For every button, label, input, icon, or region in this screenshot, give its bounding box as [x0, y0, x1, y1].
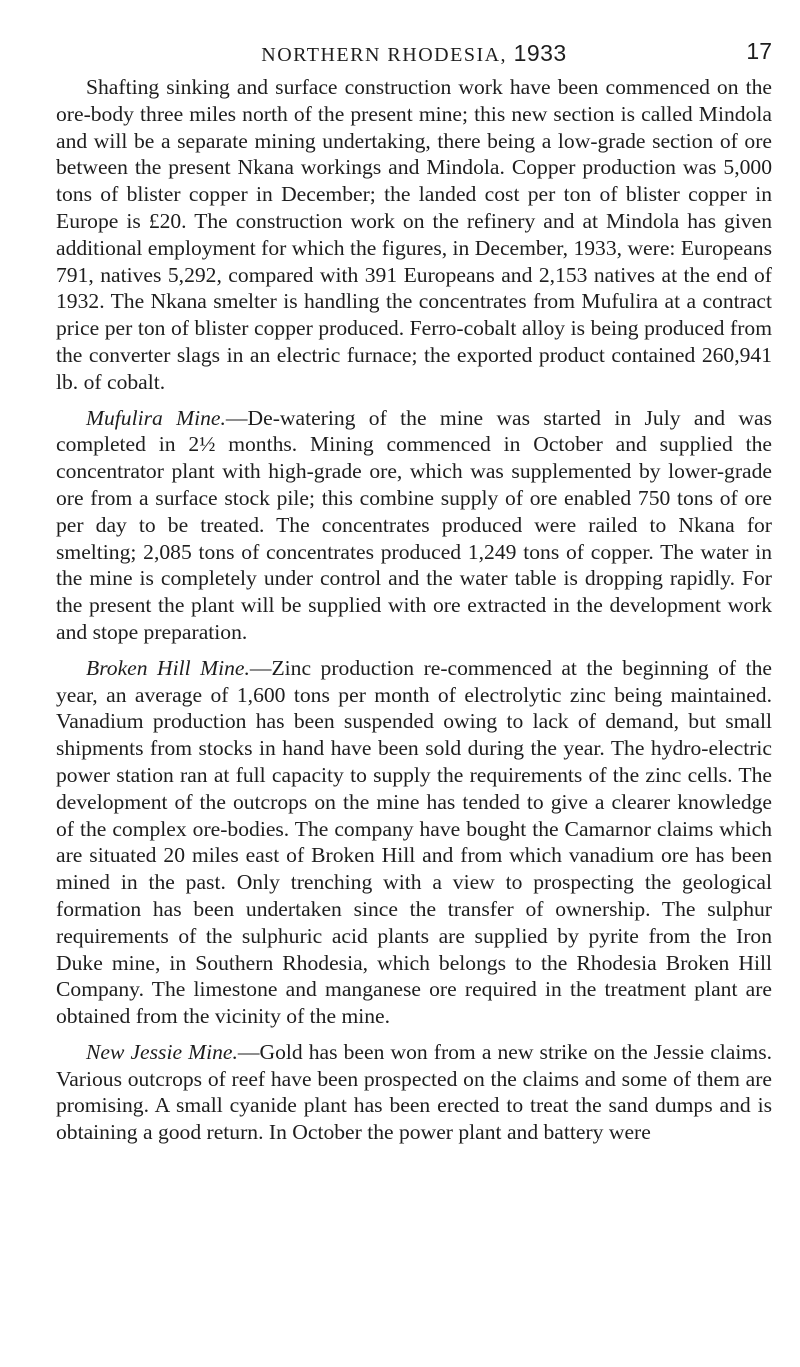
paragraph-text: Shafting sinking and surface construction work have been commenced on the ore-body three miles north of the present mine; this new section is called Mindola and will be a separate mining undertaking, there being a low-grade section of ore between the present Nkana workings and Mindola. Copper production was 5,000 tons of blister copper in December; the landed cost per ton of blister copper in Europe is £20. The construction work on the refinery and at Mindola has given additional employment for which the figures, in December, 1933, were: Europeans 791, natives 5,292, compared with 391 Europeans and 2,153 natives at the end of 1932. The Nkana smelter is handling the concentrates from Mufulira at a contract price per ton of blister copper produced. Ferro-cobalt alloy is being produced from the converter slags in an electric furnace; the exported product contained 260,941 lb. of cobalt. — [56, 75, 772, 394]
running-title-year: 1933 — [513, 40, 567, 66]
section-title-broken-hill: Broken Hill Mine. — [86, 655, 250, 680]
running-title — [56, 40, 772, 67]
page-number: 17 — [746, 38, 772, 64]
paragraph-new-jessie-mine — [56, 1039, 772, 1146]
running-header — [56, 0, 772, 74]
section-title-mufulira: Mufulira Mine. — [86, 405, 226, 430]
paragraph-broken-hill-mine — [56, 655, 772, 1030]
paragraph-text: —Zinc production re-commenced at the beginning of the year, an average of 1,600 tons per month of electrolytic zinc being maintained. Vanadium production has been suspended owing to lack of demand, but small shipments from stocks in hand have been sold during the year. The hydro-electric power station ran at full capacity to supply the requirements of the zinc cells. The development of the outcrops on the mine has tended to give a clearer knowledge of the complex ore-bodies. The company have bought the Camarnor claims which are situated 20 miles east of Broken Hill and from which vanadium ore has been mined in the past. Only trenching with a view to prospecting the geological formation has been undertaken since the transfer of ownership. The sulphur requirements of the sulphuric acid plants are supplied by pyrite from the Iron Duke mine, in Southern Rhodesia, which belongs to the Rhodesia Broken Hill Company. The limestone and manganese ore required in the treatment plant are obtained from the vicinity of the mine. — [56, 655, 772, 1029]
document-page — [56, 0, 772, 1367]
paragraph-nkana-intro — [56, 74, 772, 396]
running-title-text: NORTHERN RHODESIA, — [261, 44, 508, 66]
section-title-new-jessie: New Jessie Mine. — [86, 1039, 238, 1064]
body-text — [56, 74, 772, 1146]
paragraph-mufulira-mine — [56, 405, 772, 646]
paragraph-text: —Gold has been won from a new strike on the Jessie claims. Various outcrops of reef have been prospected on the claims and some of them are promising. A small cyanide plant has been erected to treat the sand dumps and is obtaining a good return. In October the power plant and battery were — [56, 1039, 772, 1145]
paragraph-text: —De-watering of the mine was started in July and was completed in 2½ months. Mining commenced in October and supplied the concentrator plant with high-grade ore, which was supplemented by lower-grade ore from a surface stock pile; this combine supply of ore enabled 750 tons of ore per day to be treated. The concentrates produced were railed to Nkana for smelting; 2,085 tons of concentrates produced 1,249 tons of copper. The water in the mine is completely under control and the water table is dropping rapidly. For the present the plant will be supplied with ore extracted in the development work and stope preparation. — [56, 405, 772, 644]
